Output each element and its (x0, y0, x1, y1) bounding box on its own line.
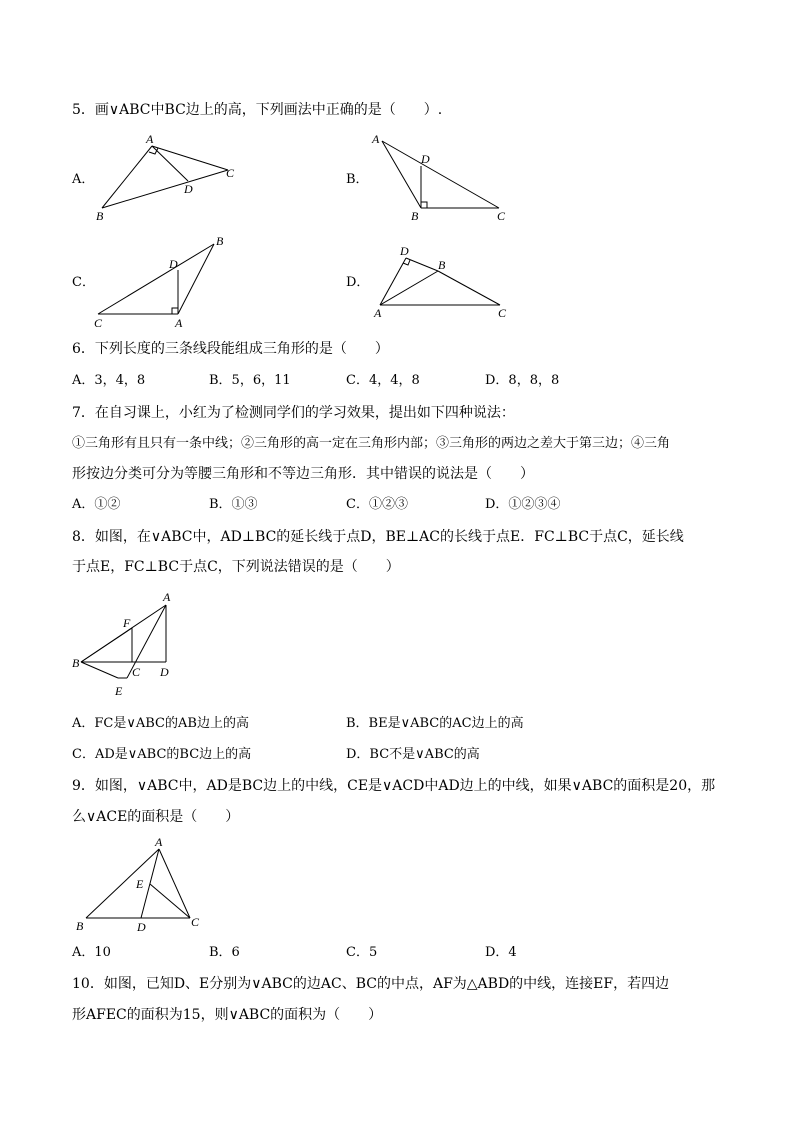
q9-label-e: E (136, 877, 144, 891)
q5b-label-c: C (497, 209, 506, 223)
q5-figure-a (90, 130, 250, 225)
q7-option-b: B．①③ (209, 497, 258, 512)
q5a-label-c: C (226, 166, 235, 180)
q8-label-b: B (72, 656, 80, 670)
q9-option-d: D．4 (485, 945, 517, 960)
q5d-label-c: C (498, 306, 507, 320)
q8-figure (66, 588, 186, 703)
q5-figure-d (370, 240, 520, 325)
q7-option-c: C．①②③ (346, 497, 408, 512)
q7-option-a: A．①② (72, 497, 121, 512)
q5a-label-b: B (96, 209, 104, 223)
q9-option-b: B．6 (209, 945, 240, 960)
q5c-label-d: D (169, 257, 178, 271)
q9-figure (70, 832, 210, 942)
q5b-label-b: B (411, 209, 419, 223)
q5d-label-d: D (400, 244, 409, 258)
q7-stem: 7．在自习课上，小红为了检测同学们的学习效果，提出如下四种说法： (72, 405, 515, 421)
q9-label-b: B (76, 919, 84, 933)
q5-option-c-label: C． (72, 275, 95, 290)
q8-label-f: F (123, 616, 131, 630)
q8-option-d: D．BC不是∨ABC的高 (346, 747, 480, 762)
q5d-label-a: A (374, 306, 382, 320)
q9-label-d: D (137, 920, 146, 934)
q10-stem-line1: 10．如图，已知D、E分别为∨ABC的边AC、BC的中点，AF为△ABD的中线，连接EF，若四边 (72, 976, 670, 992)
q10-stem-line2: 形AFEC的面积为15，则∨ABC的面积为（ ） (72, 1007, 383, 1023)
q8-stem-line1: 8．如图，在∨ABC中，AD⊥BC的延长线于点D，BE⊥AC的长线于点E．FC⊥BC于点C，延长线 (72, 529, 684, 545)
q5d-label-b: B (438, 258, 446, 272)
q5-figure-b (365, 130, 525, 225)
q5b-label-d: D (421, 152, 430, 166)
q5-figure-c (90, 232, 250, 332)
q9-option-c: C．5 (346, 945, 378, 960)
q8-label-e: E (115, 684, 123, 698)
q5-option-d-label: D． (346, 275, 370, 290)
q5-option-b-label: B． (346, 172, 369, 187)
q5-option-a-label: A． (72, 172, 95, 187)
q6-option-b: B．5，6，11 (209, 373, 291, 388)
q5c-label-b: B (216, 234, 224, 248)
q6-option-a: A．3，4，8 (72, 373, 146, 388)
q8-stem-line2: 于点E，FC⊥BC于点C，下列说法错误的是（ ） (72, 559, 400, 575)
q5c-label-a: A (175, 316, 183, 330)
q8-option-a: A．FC是∨ABC的AB边上的高 (72, 716, 249, 731)
q9-label-c: C (191, 915, 200, 929)
q9-stem-line2: 么∨ACE的面积是（ ） (72, 809, 240, 825)
q8-option-b: B．BE是∨ABC的AC边上的高 (346, 716, 524, 731)
q9-label-a: A (155, 835, 163, 849)
q8-option-c: C．AD是∨ABC的BC边上的高 (72, 747, 252, 762)
q8-label-d: D (160, 665, 169, 679)
q7-statements: ①三角形有且只有一条中线；②三角形的高一定在三角形内部；③三角形的两边之差大于第三边；④三角 (72, 436, 671, 451)
q8-label-c: C (132, 665, 141, 679)
q8-label-a: A (163, 590, 171, 604)
q9-stem-line1: 9．如图，∨ABC中，AD是BC边上的中线，CE是∨ACD中AD边上的中线，如果∨ABC的面积是20，那 (72, 778, 716, 794)
q6-option-c: C．4，4，8 (346, 373, 420, 388)
q7-option-d: D．①②③④ (485, 497, 561, 512)
q5b-label-a: A (372, 132, 380, 146)
q5c-label-c: C (94, 316, 103, 330)
q9-option-a: A．10 (72, 945, 111, 960)
q6-option-d: D．8，8，8 (485, 373, 560, 388)
q5a-label-a: A (146, 132, 154, 146)
q6-stem: 6．下列长度的三条线段能组成三角形的是（ ） (72, 341, 389, 357)
q5a-label-d: D (184, 182, 193, 196)
q7-question: 形按边分类可分为等腰三角形和不等边三角形．其中错误的说法是（ ） (72, 466, 534, 482)
q5-stem: 5．画∨ABC中BC边上的高，下列画法中正确的是（ ）. (72, 102, 443, 118)
